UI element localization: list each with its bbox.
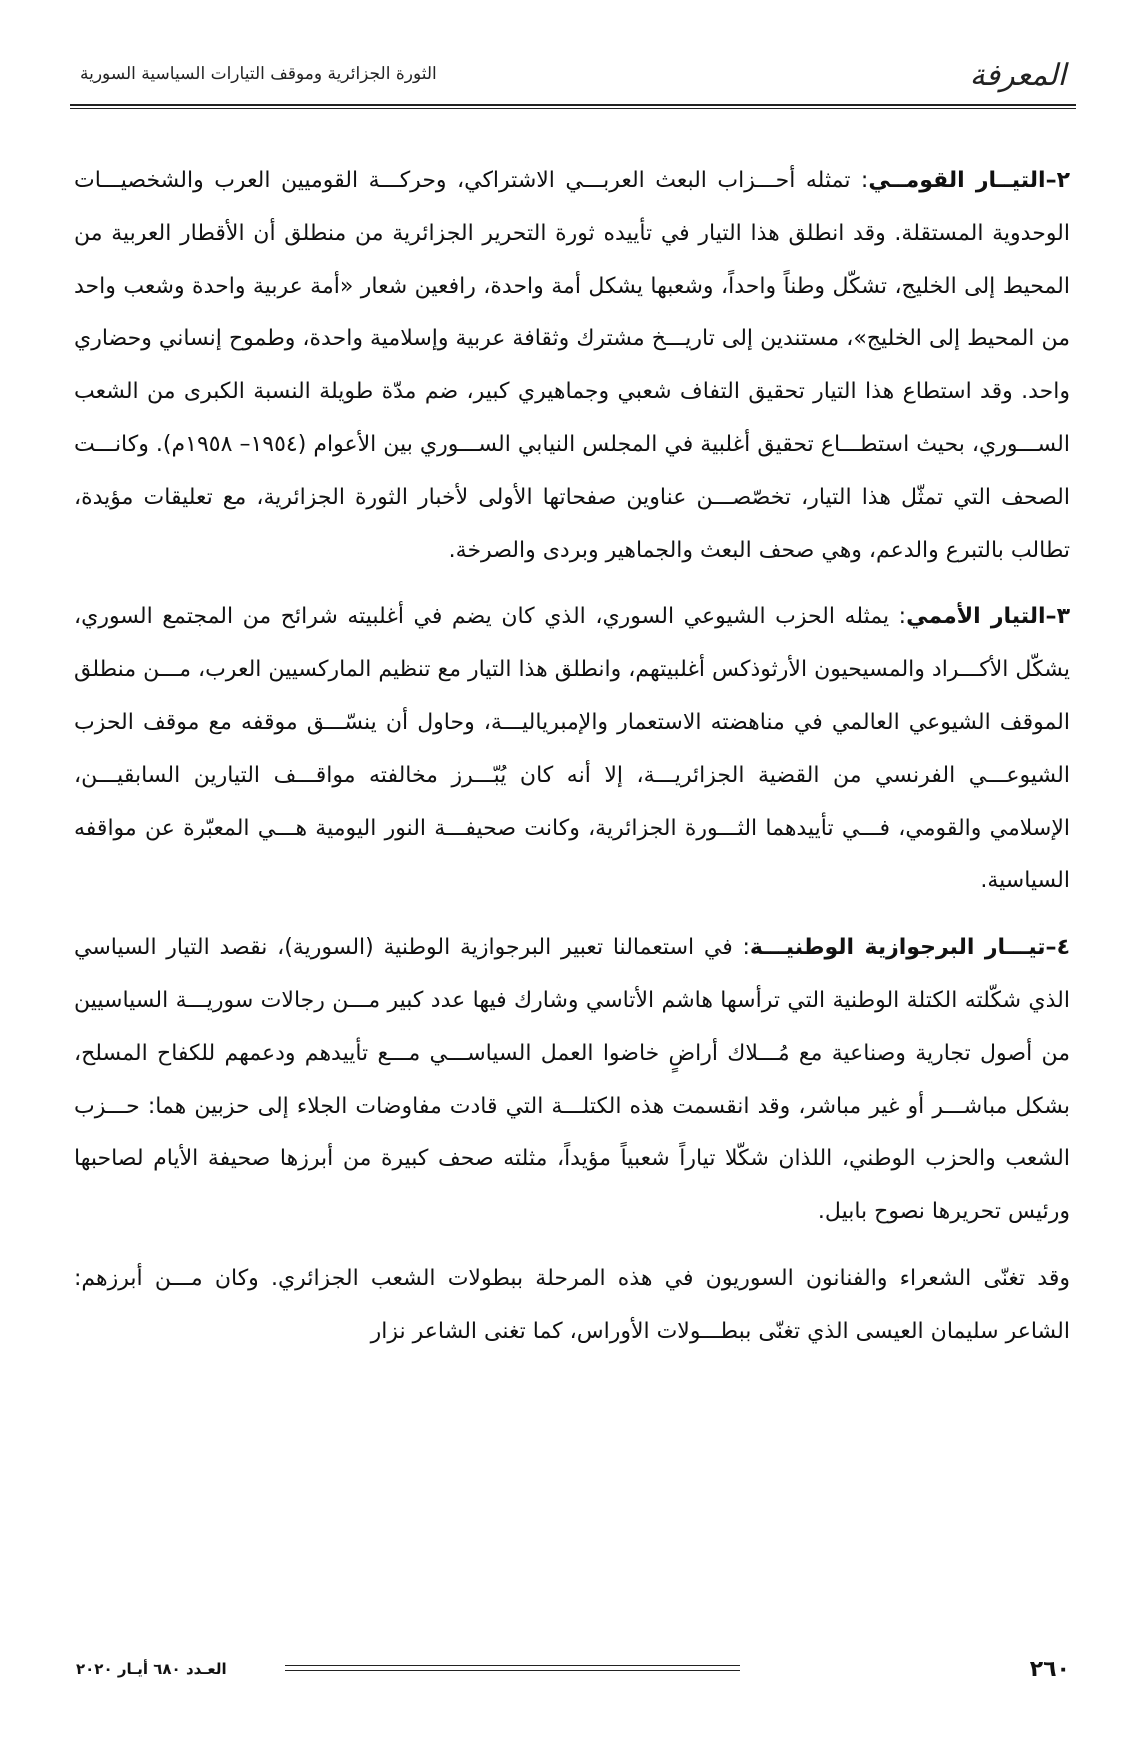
paragraph-heading: ٢–التيــار القومــي (868, 168, 1071, 193)
header-rule (70, 104, 1076, 106)
page-header (70, 52, 1076, 102)
paragraph-text: : في استعمالنا تعبير البرجوازية الوطنية (السورية)، نقصد التيار السياسي الذي شكّلته الكتلة الوطنية التي ترأسها هاشم الأتاسي وشارك فيها عدد كبير مـــن رجالات سوريـــة السياسيين من أصول تجارية وصناعية مع مُـــلاك أراضٍ خاضوا العمل السياســـي مـــع تأييدهم ودعمهم للكفاح المسلح، بشكل مباشـــر أو غير مباشر، وقد انقسمت هذه الكتلـــة التي قادت مفاوضات الجلاء إلى حزبين هما: حـــزب الشعب والحزب الوطني، اللذان شكّلا تياراً شعبياً مؤيداً، مثلته صحف كبيرة من أبرزها صحيفة الأيام لصاحبها ورئيس تحريرها نصوح بابيل. (74, 935, 1070, 1225)
paragraph-poets (74, 1253, 1070, 1359)
paragraph-heading: ٤–تيـــار البرجوازية الوطنيـــة (749, 935, 1070, 961)
paragraph-text: وقد تغنّى الشعراء والفنانون السوريون في هذه المرحلة ببطولات الشعب الجزائري. وكان مـــن أبرزهم: الشاعر سليمان العيسى الذي تغنّى ببطـــولات الأوراس، كما تغنى الشاعر نزار (74, 1265, 1070, 1344)
page-number: ٢٦٠ (1029, 1657, 1070, 1682)
paragraph-national-current (74, 155, 1070, 577)
article-body (74, 155, 1070, 1373)
paragraph-heading: ٣–التيار الأممي (906, 604, 1070, 630)
paragraph-text: : يمثله الحزب الشيوعي السوري، الذي كان يضم في أغلبيته شرائح من المجتمع السوري، يشكّل الأكـــراد والمسيحيون الأرثوذكس أغلبيتهم، وانطلق هذا التيار مع تنظيم الماركسيين العرب، مـــن منطلق الموقف الشيوعي العالمي في مناهضته الاستعمار والإمبرياليـــة، وحاول أن ينسّـــق موقفه مع موقف الحزب الشيوعـــي الفرنسي من القضية الجزائريـــة، إلا أنه كان يُبّـــرز مخالفته مواقـــف التيارين السابقيـــن، الإسلامي والقومي، فـــي تأييدهما الثـــورة الجزائرية، وكانت صحيفـــة النور اليومية هـــي المعبّرة عن مواقفه السياسية. (74, 604, 1070, 894)
page-footer (70, 1655, 1076, 1691)
header-rule-thin (70, 108, 1076, 109)
paragraph-internationalist-current (74, 591, 1070, 908)
journal-logo: المعرفة (969, 58, 1066, 93)
running-title: الثورة الجزائرية وموقف التيارات السياسية السورية (80, 64, 437, 84)
paragraph-text: : تمثله أحـــزاب البعث العربـــي الاشتراكي، وحركـــة القوميين العرب والشخصيـــات الوحدوية المستقلة. وقد انطلق هذا التيار في تأييده ثورة التحرير الجزائرية من منطلق أن الأقطار العربية من المحيط إلى الخليج، تشكّل وطناً واحداً، وشعبها يشكل أمة واحدة، رافعين شعار «أمة عربية واحدة وشعب واحد من المحيط إلى الخليج»، مستندين إلى تاريـــخ مشترك وثقافة عربية وإسلامية واحدة، وطموح إنساني وحضاري واحد. وقد استطاع هذا التيار تحقيق التفاف شعبي وجماهيري كبير، ضم مدّة طويلة النسبة الكبرى من الشعب الســـوري، بحيث استطـــاع تحقيق أغلبية في المجلس النيابي الســـوري بين الأعوام (١٩٥٤– ١٩٥٨م). وكانـــت الصحف التي تمثّل هذا التيار، تخصّصـــن عناوين صفحاتها الأولى لأخبار الثورة الجزائرية، مع تعليقات مؤيدة، تطالب بالتبرع والدعم، وهي صحف البعث والجماهير وبردى والصرخة. (74, 168, 1070, 563)
paragraph-bourgeoisie-current (74, 922, 1070, 1239)
issue-info: العـدد ٦٨٠ أيـار ٢٠٢٠ (76, 1660, 227, 1678)
